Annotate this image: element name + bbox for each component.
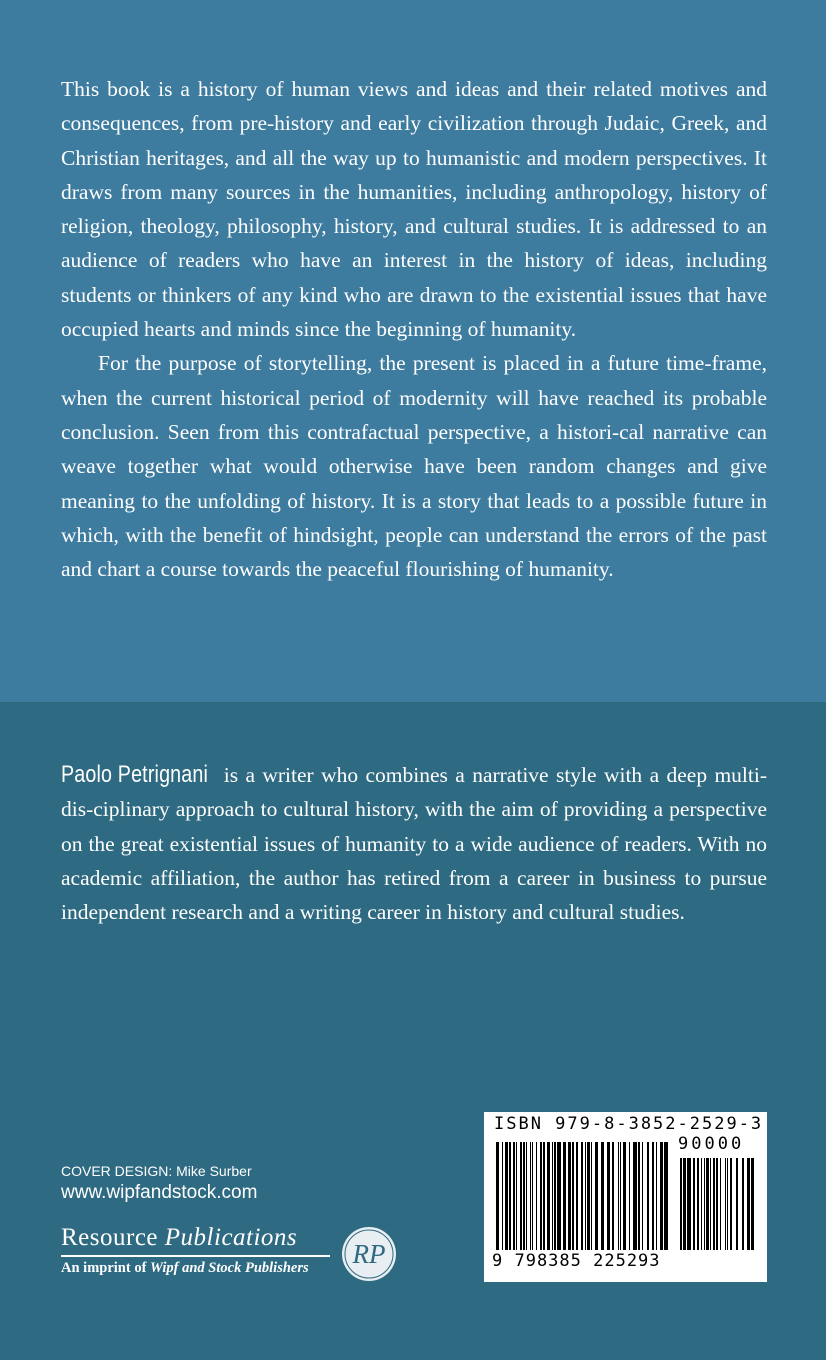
barcode-bar [601, 1142, 604, 1250]
publisher-name-regular: Resource [61, 1224, 165, 1251]
barcode-bar [540, 1142, 542, 1250]
rp-logo-icon [341, 1226, 397, 1282]
barcode-bar [543, 1142, 545, 1250]
barcode-bar [680, 1158, 682, 1250]
barcode-bar [585, 1142, 586, 1250]
barcode-bar [532, 1142, 533, 1250]
barcode-bar [701, 1158, 702, 1250]
publisher-website: www.wipfandstock.com [61, 1182, 258, 1203]
barcode-bar [704, 1158, 705, 1250]
ean-digits: 9 798385 225293 [492, 1251, 661, 1271]
barcode-bar [727, 1158, 728, 1250]
barcode-bar [730, 1158, 732, 1250]
barcode-bar [747, 1158, 750, 1250]
barcode-bar [660, 1142, 663, 1250]
barcode-bar [706, 1158, 709, 1250]
barcode-bar [618, 1142, 619, 1250]
rp-logo-text: RP [352, 1239, 386, 1269]
imprint-name: Wipf and Stock Publishers [150, 1260, 309, 1276]
barcode-bar [623, 1142, 626, 1250]
barcode-bar [502, 1142, 503, 1250]
barcode-bar [629, 1142, 630, 1250]
barcode-bar [591, 1142, 592, 1250]
barcode-bar [652, 1142, 654, 1250]
barcode-bar [697, 1158, 699, 1250]
barcode-bar [620, 1142, 621, 1250]
barcode-bar [516, 1142, 517, 1250]
barcode-bar [656, 1142, 657, 1250]
barcode-bar [530, 1142, 531, 1250]
barcode-bar [576, 1142, 578, 1250]
barcode-bar [693, 1158, 695, 1250]
barcode-bar [736, 1158, 738, 1250]
barcode-bar [563, 1142, 566, 1250]
publisher-name-italic: Publications [164, 1224, 298, 1251]
barcode-bar [523, 1142, 525, 1250]
blurb-paragraph-1: This book is a history of human views and ideas and their related motives and consequences, from pre-history and early civilization through Judaic, Greek, and Christian heritages, and all the way up to humanistic and modern perspectives. It draws from many sources in the humanities, including anthropology, history of religion, theology, philosophy, history, and cultural studies. It is addressed to an audience of readers who have an interest in the history of ideas, including students or thinkers of any kind who are drawn to the existential issues that have occupied hearts and minds since the beginning of humanity. [61, 77, 767, 342]
blurb-paragraph-2: For the purpose of storytelling, the present is placed in a future time-frame, when the current historical period of modernity will have reached its probable conclusion. Seen from this contrafactual perspective, a histori-cal narrative can weave together what would otherwise have been random changes and give meaning to the unfolding of history. It is a story that leads to a possible future in which, with the benefit of hindsight, people can understand the errors of the past and chart a course towards the peaceful flourishing of humanity. [61, 351, 767, 582]
barcode-bar [509, 1142, 511, 1250]
barcode-bar [638, 1142, 640, 1250]
barcode-bar [687, 1158, 691, 1250]
barcode-bar [557, 1142, 561, 1250]
barcode-bar [751, 1158, 754, 1250]
barcode-bar [554, 1142, 556, 1250]
barcode-bar [607, 1142, 610, 1250]
publisher-imprint [61, 1260, 309, 1277]
barcode-bar [612, 1142, 614, 1250]
barcode-bar [552, 1142, 553, 1250]
barcode-bar [683, 1158, 686, 1250]
barcode-bar [520, 1142, 522, 1250]
book-blurb [61, 72, 767, 586]
price-code: 90000 [678, 1134, 745, 1154]
publisher-name [61, 1224, 297, 1252]
barcode-bar [595, 1142, 598, 1250]
barcode-bar [664, 1142, 668, 1250]
barcode-bar [572, 1142, 574, 1250]
isbn-barcode [484, 1112, 767, 1282]
barcode-bar [587, 1142, 590, 1250]
barcode-bar [505, 1142, 508, 1250]
cover-design-credit: COVER DESIGN: Mike Surber [61, 1163, 252, 1179]
barcode-bar [716, 1158, 718, 1250]
barcode-bar [742, 1158, 744, 1250]
barcode-bar [710, 1158, 711, 1250]
barcode-bar [536, 1142, 537, 1250]
barcode-bar [725, 1158, 726, 1250]
barcode-bar [720, 1158, 721, 1250]
isbn-label: ISBN 979-8-3852-2529-3 [494, 1114, 764, 1134]
imprint-prefix: An imprint of [61, 1260, 151, 1276]
author-name: Paolo Petrignani [61, 761, 209, 788]
barcode-bar [713, 1158, 715, 1250]
barcode-bar [513, 1142, 515, 1250]
barcode-bar [568, 1142, 571, 1250]
author-bio [61, 758, 767, 929]
barcode-bar [642, 1142, 643, 1250]
barcode-bar [633, 1142, 637, 1250]
barcode-bar [581, 1142, 583, 1250]
publisher-divider [61, 1255, 330, 1257]
barcode-bar [526, 1142, 527, 1250]
barcode-bar [496, 1142, 499, 1250]
barcode-bar [647, 1142, 649, 1250]
author-bio-text: is a writer who combines a narrative style with a deep multi-dis-ciplinary approach to cultural history, with the aim of providing a perspective on the great existential issues of humanity to a wide audience of readers. With no academic affiliation, the author has retired from a career in business to pursue independent research and a writing career in history and cultural studies. [61, 763, 768, 925]
barcode-bar [547, 1142, 550, 1250]
